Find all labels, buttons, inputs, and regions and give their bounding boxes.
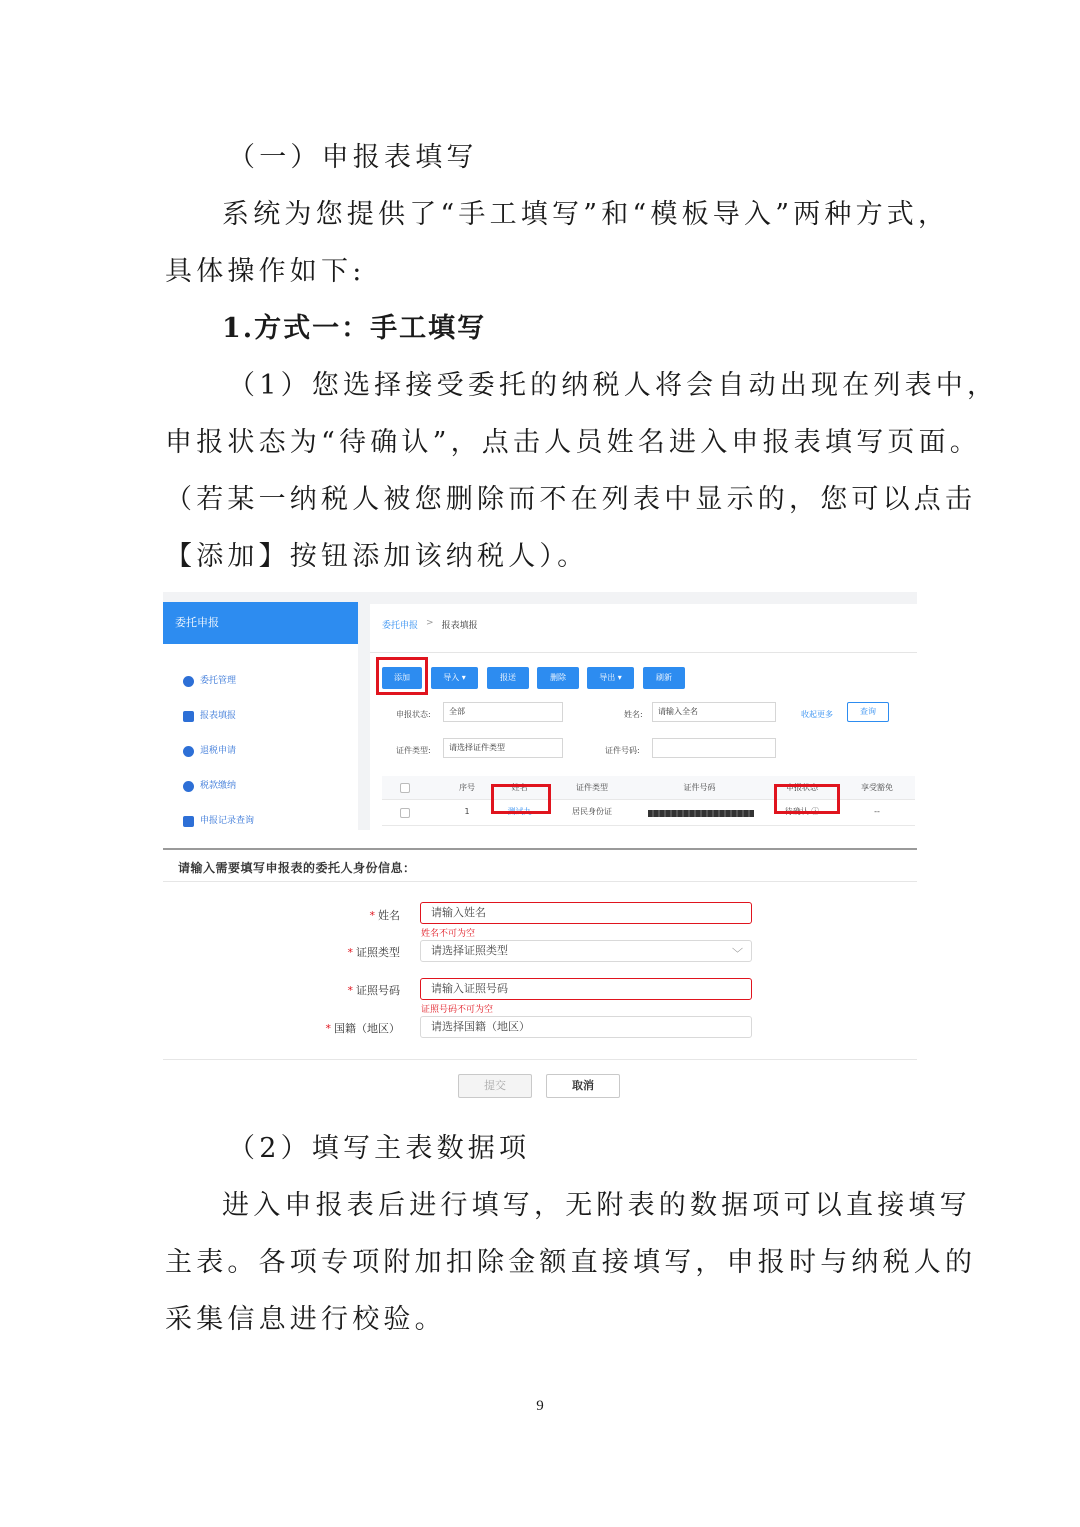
page-number: 9 [536,1398,544,1414]
select-all-checkbox[interactable] [400,783,410,793]
sidebar-item-label: 申报记录查询 [200,816,255,826]
subsection-heading: 1.方式一：手工填写 [222,313,487,344]
divider [163,881,917,882]
name-error-message: 姓名不可为空 [421,929,476,939]
breadcrumb-root[interactable]: 委托申报 [382,621,419,631]
paragraph-line: 申报状态为“待确认”，点击人员姓名进入申报表填写页面。 [165,427,982,458]
chevron-down-icon: ﹀ [732,947,743,960]
paragraph-line: （1）您选择接受委托的纳税人将会自动出现在列表中， [228,370,999,401]
paragraph-line: 主表。各项专项附加扣除金额直接填写，申报时与纳税人的 [165,1247,977,1278]
sidebar-item-entrust-manage[interactable] [183,672,236,690]
idtype-field-select[interactable]: 请选择证照类型 ﹀ [420,940,752,962]
status-label: 申报状态: [396,710,431,719]
screenshot-report-list [163,592,917,830]
document-icon [183,711,194,722]
sidebar-title: 委托申报 [163,602,358,644]
idtype-label: 证件类型: [396,746,431,755]
screenshot-entrust-dialog [163,848,917,1102]
column-header: 姓名 [511,783,528,792]
paragraph-line: 具体操作如下: [165,256,366,287]
sidebar-item-label: 退税申请 [200,746,237,756]
idtype-select[interactable]: 请选择证件类型 [443,738,563,758]
status-select[interactable]: 全部 [443,702,563,722]
record-search-icon [183,816,194,827]
highlight-box [491,784,551,814]
sidebar [163,602,358,830]
row-checkbox[interactable] [400,808,410,818]
taxpayer-name-link[interactable]: 测试九 [507,807,532,816]
nationality-field-label: * 国籍（地区） [325,1022,400,1035]
cancel-button[interactable]: 取消 [546,1074,620,1098]
name-label: 姓名: [624,710,643,719]
idno-field-label: * 证照号码 [347,984,400,997]
sidebar-item-refund[interactable] [183,742,236,760]
breadcrumb [382,618,478,631]
section-heading: （一）申报表填写 [228,142,478,173]
status-cell: 待确认 ⓘ [784,807,820,816]
column-header: 证件号码 [683,783,716,792]
submit-button[interactable]: 提交 [458,1074,532,1098]
sidebar-item-payment[interactable] [183,777,236,795]
nationality-field-select[interactable]: 请选择国籍（地区） [420,1016,752,1038]
idno-field-input[interactable]: 请输入证照号码 [420,978,752,1000]
paragraph-heading: （2）填写主表数据项 [228,1133,531,1164]
name-field-input[interactable]: 请输入姓名 [420,902,752,924]
query-button[interactable]: 查询 [847,702,889,722]
masked-id-number [648,810,754,817]
row-index: 1 [464,807,470,816]
user-group-icon [183,676,194,687]
highlight-box [376,657,428,695]
breadcrumb-current: 报表填报 [441,621,478,631]
column-header: 享受豁免 [861,783,893,792]
paragraph-line: 进入申报表后进行填写，无附表的数据项可以直接填写 [222,1190,971,1221]
sidebar-item-report-fill[interactable] [183,707,236,725]
id-type-cell: 居民身份证 [572,807,612,816]
payment-icon [183,781,194,792]
idno-input[interactable] [652,738,776,758]
idno-label: 证件号码: [605,746,640,755]
delete-button[interactable]: 删除 [537,667,579,689]
breadcrumb-separator: > [426,618,434,628]
refresh-button[interactable]: 刷新 [643,667,685,689]
paragraph-line: 采集信息进行校验。 [165,1304,446,1335]
idno-error-message: 证照号码不可为空 [421,1005,494,1015]
exempt-cell: -- [874,807,880,816]
export-button[interactable]: 导出 ▾ [587,667,634,689]
column-header: 序号 [459,783,475,792]
divider [163,848,917,850]
submit-report-button[interactable]: 报送 [487,667,529,689]
sidebar-item-label: 报表填报 [200,711,237,721]
paragraph-line: 系统为您提供了“手工填写”和“模板导入”两种方式， [222,199,950,230]
sidebar-item-label: 委托管理 [200,676,237,686]
divider [163,1059,917,1060]
import-button[interactable]: 导入 ▾ [431,667,478,689]
add-button[interactable]: 添加 [382,667,422,689]
sidebar-item-record-query[interactable] [183,812,254,830]
divider [370,652,917,653]
dialog-heading: 请输入需要填写申报表的委托人身份信息： [178,861,416,875]
name-input[interactable]: 请输入全名 [652,702,776,722]
name-field-label: * 姓名 [369,909,400,922]
idtype-field-label: * 证照类型 [347,946,400,959]
main-panel [370,604,917,830]
refund-icon [183,746,194,757]
sidebar-item-label: 税款缴纳 [200,781,237,791]
collapse-more-link[interactable]: 收起更多 [801,710,833,719]
paragraph-line: 【添加】按钮添加该纳税人）。 [165,541,589,572]
column-header: 申报状态 [786,783,818,792]
highlight-box [774,784,840,814]
paragraph-line: （若某一纳税人被您删除而不在列表中显示的，您可以点击 [165,484,977,515]
column-header: 证件类型 [576,783,608,792]
